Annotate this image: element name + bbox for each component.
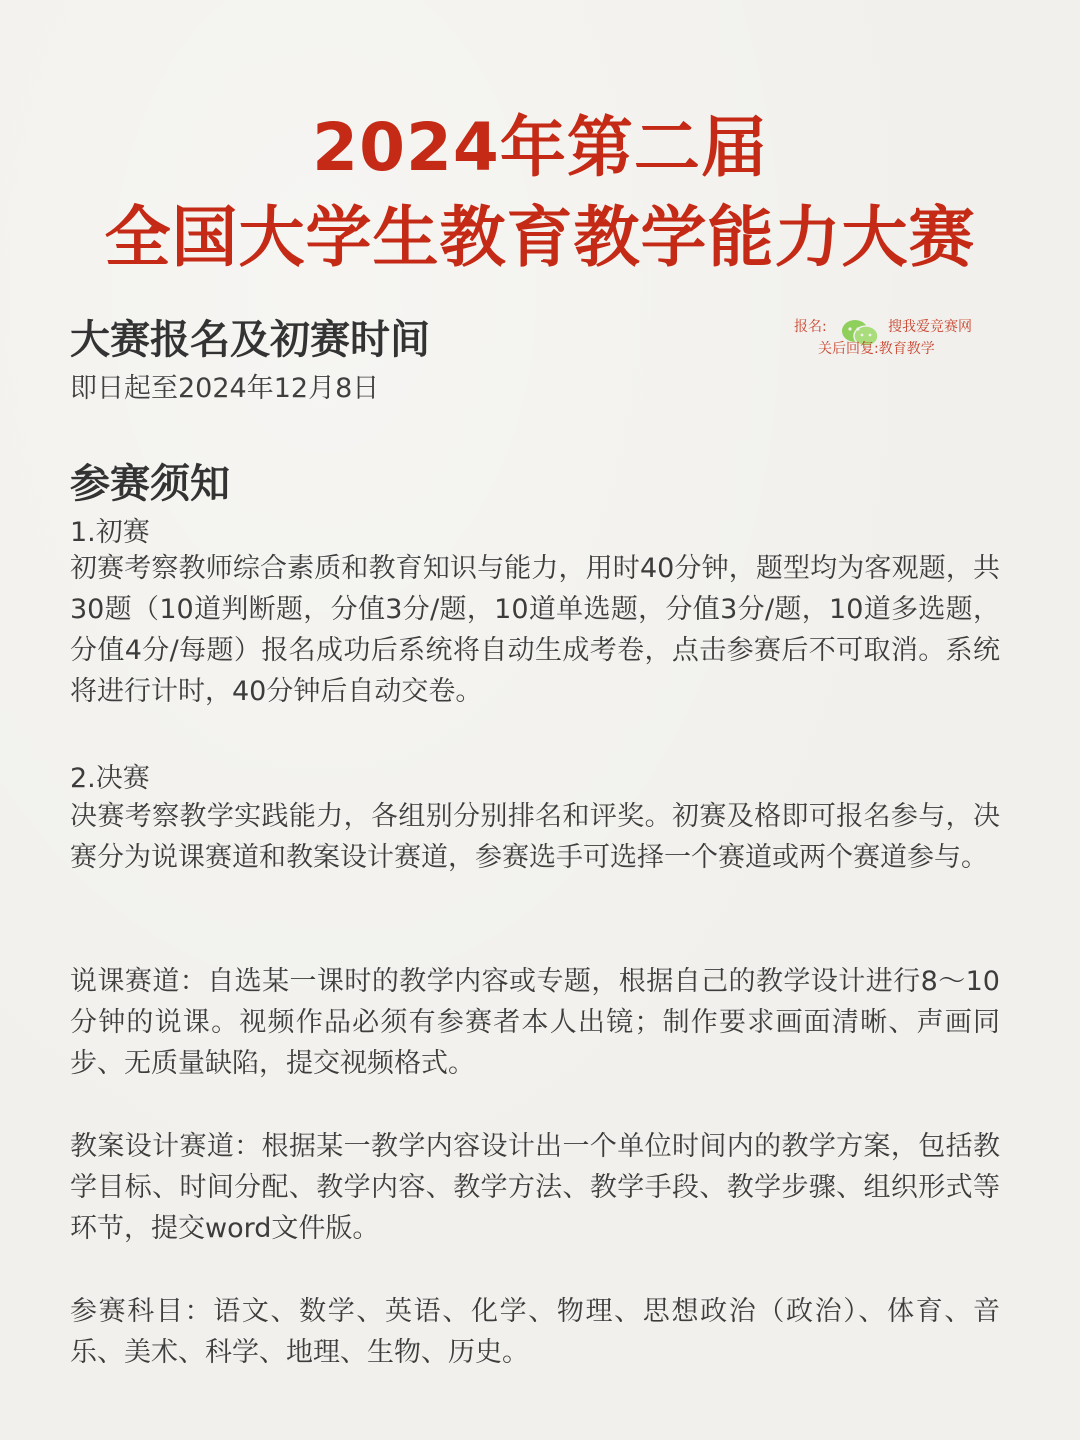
promo-signup-label: 报名:: [794, 319, 827, 335]
registration-period: 即日起至2024年12月8日: [70, 373, 380, 404]
final-description: 决赛考察教学实践能力，各组别分别排名和评奖。初赛及格即可报名参与，决赛分为说课赛道和教案设计赛道，参赛选手可选择一个赛道或两个赛道参与。: [70, 801, 1000, 873]
prelim-heading: 1.初赛: [70, 517, 150, 548]
promo-site-name: 搜我爱竞赛网: [888, 319, 972, 335]
subjects-list: 参赛科目：语文、数学、英语、化学、物理、思想政治（政治）、体育、音乐、美术、科学、地理、生物、历史。: [70, 1296, 1000, 1368]
promo-reply-hint: 关后回复:教育教学: [818, 341, 935, 357]
lesson-plan-track-description: 教案设计赛道：根据某一教学内容设计出一个单位时间内的教学方案，包括教学目标、时间分配、教学内容、教学方法、教学手段、教学步骤、组织形式等环节，提交word文件版。: [70, 1131, 1000, 1244]
prelim-description: 初赛考察教师综合素质和教育知识与能力，用时40分钟，题型均为客观题，共30题（10道判断题，分值3分/题，10道单选题，分值3分/题，10道多选题，分值4分/每题）报名成功后系统将自动生成考卷，点击参赛后不可取消。系统将进行计时，40分钟后自动交卷。: [70, 553, 1000, 707]
poster-title-line-1: 2024年第二届: [312, 109, 768, 186]
signup-promo: [790, 304, 1000, 364]
registration-heading: 大赛报名及初赛时间: [70, 317, 430, 363]
poster-title-line-2: 全国大学生教育教学能力大赛: [104, 199, 976, 276]
notice-heading: 参赛须知: [70, 461, 230, 507]
final-heading: 2.决赛: [70, 763, 150, 794]
lecture-track-description: 说课赛道：自选某一课时的教学内容或专题，根据自己的教学设计进行8～10分钟的说课。视频作品必须有参赛者本人出镜；制作要求画面清晰、声画同步、无质量缺陷，提交视频格式。: [70, 966, 1000, 1079]
